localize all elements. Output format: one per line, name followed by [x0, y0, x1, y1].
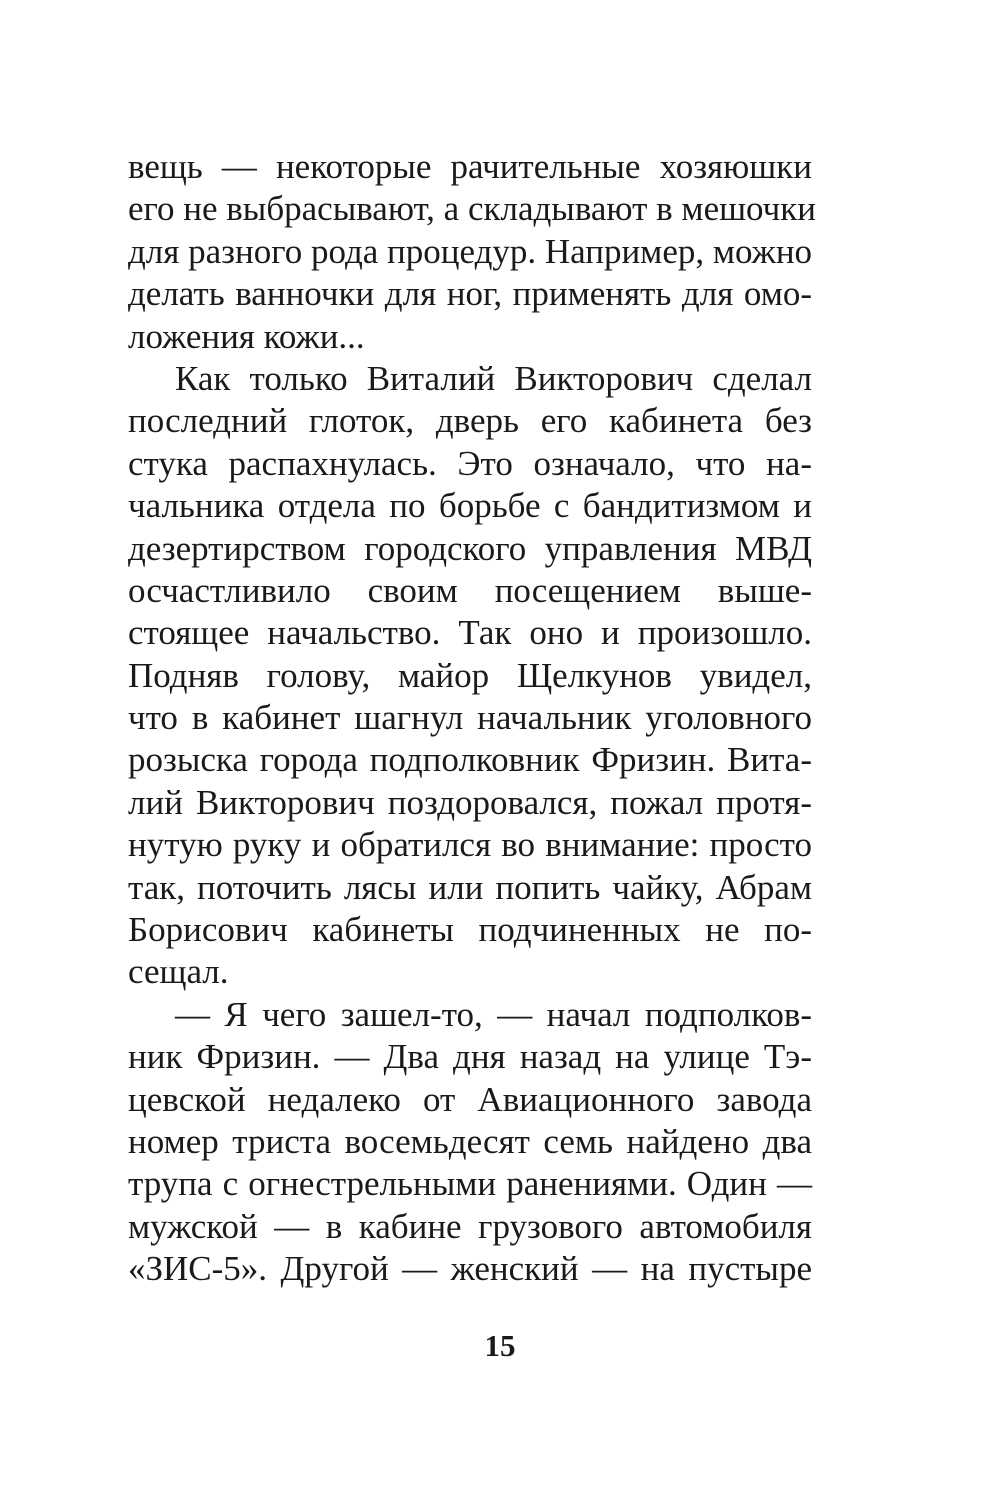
- text-line: делать ванночки для ног, применять для омо-: [128, 274, 812, 314]
- text-line: сещал.: [128, 952, 229, 992]
- text-line: ник Фризин. — Два дня назад на улице Тэ-: [128, 1037, 812, 1077]
- text-line: нутую руку и обратился во внимание: просто: [128, 825, 812, 865]
- body-text: [128, 146, 816, 1291]
- text-line: ложения кожи...: [128, 316, 365, 356]
- paragraph-first-line: — Я чего зашел-то, — начал подполков-: [175, 994, 812, 1034]
- page-number: 15: [484, 1328, 516, 1363]
- text-line: стоящее начальство. Так оно и произошло.: [128, 613, 812, 653]
- text-line: так, поточить лясы или попить чайку, Абрам: [128, 867, 812, 907]
- text-line: вещь — некоторые рачительные хозяюшки: [128, 147, 812, 186]
- text-line: «ЗИС-5». Другой — женский — на пустыре: [128, 1249, 812, 1289]
- paragraph-first-line: Как только Виталий Викторович сделал: [175, 358, 812, 398]
- text-line: чальника отдела по борьбе с бандитизмом и: [128, 486, 812, 526]
- text-line: осчастливило своим посещением выше-: [128, 570, 812, 610]
- text-line: розыска города подполковник Фризин. Вита-: [128, 740, 812, 780]
- text-line: мужской — в кабине грузового автомобиля: [128, 1206, 812, 1246]
- text-line: что в кабинет шагнул начальник уголовного: [128, 698, 812, 738]
- text-line: последний глоток, дверь его кабинета без: [128, 401, 812, 441]
- text-line: номер триста восемьдесят семь найдено два: [128, 1121, 812, 1161]
- text-line: его не выбрасывают, а складывают в мешочки: [128, 189, 816, 229]
- text-line: лий Викторович поздоровался, пожал протя-: [128, 782, 812, 822]
- text-line: трупа с огнестрельными ранениями. Один —: [128, 1164, 812, 1204]
- text-line: цевской недалеко от Авиационного завода: [128, 1079, 812, 1119]
- text-line: Подняв голову, майор Щелкунов увидел,: [128, 655, 812, 695]
- text-line: дезертирством городского управления МВД: [128, 528, 812, 568]
- text-line: Борисович кабинеты подчиненных не по-: [128, 910, 812, 950]
- text-line: стука распахнулась. Это означало, что на-: [128, 443, 812, 483]
- text-line: для разного рода процедур. Например, можно: [128, 231, 813, 271]
